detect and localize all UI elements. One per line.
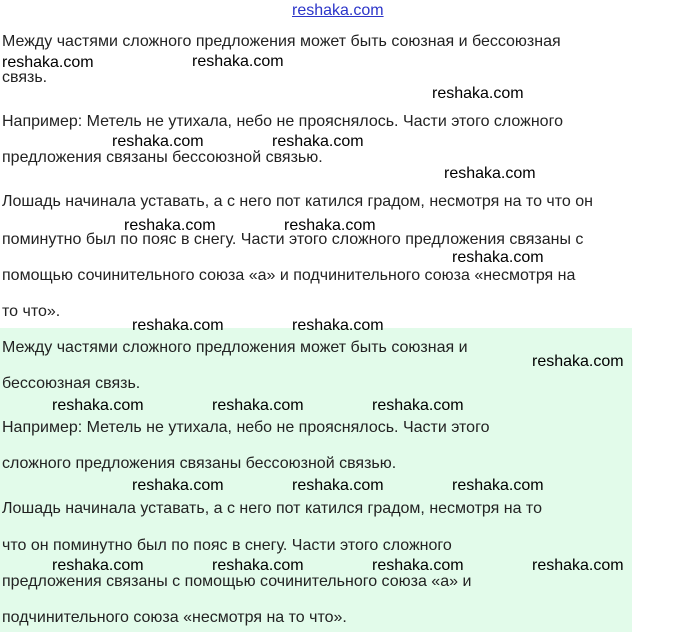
- watermark: reshaka.com: [124, 217, 216, 234]
- text-line: сложного предложения связаны бессоюзной связью.: [2, 455, 397, 472]
- text-line: помощью сочинительного союза «а» и подчинительного союза «несмотря на: [2, 267, 576, 284]
- text-line: Лошадь начинала уставать, а с него пот катился градом, несмотря на то: [2, 500, 542, 517]
- text-line: предложения связаны с помощью сочинительного союза «а» и: [2, 573, 472, 590]
- text-line: подчинительного союза «несмотря на то что».: [2, 609, 347, 626]
- watermark: reshaka.com: [52, 557, 144, 574]
- watermark: reshaka.com: [532, 353, 624, 370]
- watermark: reshaka.com: [192, 53, 284, 70]
- watermark: reshaka.com: [432, 85, 524, 102]
- watermark: reshaka.com: [532, 557, 624, 574]
- site-link[interactable]: reshaka.com: [292, 2, 384, 19]
- watermark: reshaka.com: [132, 477, 224, 494]
- watermark: reshaka.com: [212, 397, 304, 414]
- text-line: то что».: [2, 303, 61, 320]
- watermark: reshaka.com: [284, 217, 376, 234]
- text-line: бессоюзная связь.: [2, 375, 141, 392]
- text-line: Например: Метель не утихала, небо не прояснялось. Части этого сложного: [2, 113, 563, 130]
- watermark: reshaka.com: [212, 557, 304, 574]
- text-line: Например: Метель не утихала, небо не прояснялось. Части этого: [2, 419, 490, 436]
- watermark: reshaka.com: [2, 54, 94, 71]
- watermark: reshaka.com: [372, 397, 464, 414]
- watermark: reshaka.com: [272, 133, 364, 150]
- watermark: reshaka.com: [372, 557, 464, 574]
- watermark: reshaka.com: [452, 477, 544, 494]
- watermark: reshaka.com: [132, 317, 224, 334]
- watermark: reshaka.com: [292, 477, 384, 494]
- watermark: reshaka.com: [292, 317, 384, 334]
- watermark: reshaka.com: [112, 133, 204, 150]
- text-line: Лошадь начинала уставать, а с него пот катился градом, несмотря на то что он: [2, 193, 593, 210]
- text-line: Между частями сложного предложения может быть союзная и бессоюзная: [2, 33, 561, 50]
- watermark: reshaka.com: [452, 249, 544, 266]
- text-line: Между частями сложного предложения может быть союзная и: [2, 339, 468, 356]
- text-line: предложения связаны бессоюзной связью.: [2, 149, 323, 166]
- text-line: связь.: [2, 69, 48, 86]
- watermark: reshaka.com: [52, 397, 144, 414]
- text-line: что он поминутно был по пояс в снегу. Части этого сложного: [2, 537, 452, 554]
- watermark: reshaka.com: [444, 165, 536, 182]
- text-line: поминутно был по пояс в снегу. Части этого сложного предложения связаны с: [2, 231, 584, 248]
